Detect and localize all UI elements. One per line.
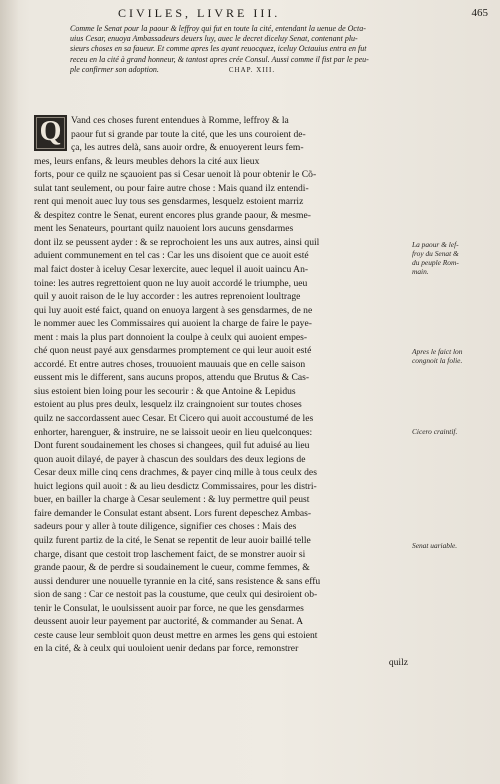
text-line: rent qui menoit auec luy tous ses gensdarmes, lesquelz estoient marriz bbox=[34, 196, 304, 208]
main-text bbox=[34, 114, 408, 669]
text-line: grande paour, & de perdre si soudainement le cueur, comme femmes, & bbox=[34, 562, 310, 574]
text-line: sius estoient bien loing pour les secourir : & que Antoine & Lepidus bbox=[34, 385, 296, 397]
text-line: dont ilz se peussent ayder : & se reprochoient les uns aux autres, ainsi quil bbox=[34, 236, 320, 248]
drop-cap-letter: Q bbox=[39, 116, 62, 147]
summary-line-end: ple confirmer son adoption. bbox=[70, 64, 159, 74]
text-line: enhorter, harenguer, & instruire, ne se laissoit ueoir en lieu quelconques: bbox=[34, 426, 313, 438]
margin-note: Apres le faict lon congnoit la folie. bbox=[412, 347, 463, 365]
catchword: quilz bbox=[388, 656, 408, 668]
text-line: Dont furent soudainement les choses si changees, quil fut aduisé au lieu bbox=[34, 440, 310, 452]
text-line: tenir le Consulat, le uoulsissent auoir par force, ne que les gensdarmes bbox=[34, 602, 304, 614]
text-line: toine: les autres regrettoient quon ne luy auoit accordé le triumphe, ueu bbox=[34, 277, 308, 289]
text-line: le nommer auec les Commissaires qui auoient la charge de faire le paye- bbox=[34, 318, 312, 330]
text-line: faire demander le Consulat estant absent. Lors furent depeschez Ambas- bbox=[34, 507, 312, 519]
page-number: 465 bbox=[471, 7, 488, 19]
text-line: quon auoit dilayé, de payer à chascun des souldars des deux legions de bbox=[34, 453, 306, 465]
margin-note: Cicero craintif. bbox=[412, 427, 458, 436]
text-line: ment les Senateurs, pourtant quilz nauoient lors aucuns gensdarmes bbox=[34, 223, 294, 235]
text-line: paour fut si grande par toute la cité, que les uns couroient de- bbox=[71, 128, 306, 140]
text-line: quilz furent partiz de la cité, le Senat se repentit de leur auoir baillé telle bbox=[34, 534, 311, 546]
chapter-summary bbox=[70, 24, 410, 75]
text-line: Cesar deux mille cinq cens drachmes, & payer cinq mille à tous ceulx des bbox=[34, 467, 317, 479]
text-line: mes, leurs enfans, & leurs meubles dehors la cité aux lieux bbox=[34, 155, 260, 167]
text-line: buer, en bailler la charge à Cesar seulement : & luy permettre quil peust bbox=[34, 494, 310, 506]
text-line: deussent auoir leur payement par auctorité, & commander au Senat. A bbox=[34, 616, 304, 628]
summary-line: Comme le Senat pour la paour & leffroy qui fut en toute la cité, entendant la uenue de Octa- bbox=[70, 24, 366, 33]
binding-shadow bbox=[0, 0, 18, 784]
margin-note: La paour & lef- froy du Senat & du peuple Rom- main. bbox=[412, 240, 459, 276]
text-line: en la cité, & à ceulx qui uouloient uenir dedans par force, remonstrer bbox=[34, 643, 299, 655]
chapter-number: CHAP. XIII. bbox=[228, 65, 276, 74]
text-line: ça, les autres delà, sans auoir ordre, & enuoyerent leurs fem- bbox=[71, 142, 304, 154]
text-line: huict legions quil auoit : & au lieu desdictz Commissaires, pour les distri- bbox=[34, 480, 317, 492]
text-line: sulat tant seulement, ou pour faire autre chose : Mais quand ilz entendi- bbox=[34, 182, 309, 194]
text-line: Vand ces choses furent entendues à Romme, leffroy & la bbox=[71, 115, 289, 126]
text-line: charge, disant que cestoit trop laschement faict, de se monstrer auoir si bbox=[34, 548, 306, 560]
text-line: aussi dendurer une nouuelle tyrannie en la cité, sans resistence & sans effu bbox=[34, 575, 321, 587]
text-line: ceste cause leur sembloit quon deust mettre en armes les gens qui estoient bbox=[34, 629, 318, 641]
text-line: qui luy auoit esté faict, quand on enuoya largent à ses gensdarmes, de ne bbox=[34, 304, 313, 316]
drop-cap bbox=[34, 115, 67, 151]
text-line: quilz ne saccordassent auec Cesar. Et Cicero qui auoit accoustumé de les bbox=[34, 413, 314, 425]
summary-line bbox=[70, 65, 410, 75]
text-line: quil y auoit raison de le luy accorder : les autres reprenoient loultrage bbox=[34, 291, 301, 303]
text-line: ché quon neust payé aux gensdarmes promptement ce qui leur auoit esté bbox=[34, 345, 312, 357]
text-line: sadeurs pour y aller à toute diligence, signifier ces choses : Mais des bbox=[34, 521, 297, 533]
text-line: forts, pour ce quilz ne sçauoient pas si Cesar uenoit là pour obtenir le Cõ- bbox=[34, 169, 317, 181]
text-line: eussent mis le different, sans aucuns propos, attendu que Brutus & Cas- bbox=[34, 372, 310, 384]
running-title: CIVILES, LIVRE III. bbox=[118, 6, 281, 20]
text-line: mal faict doster à iceluy Cesar lexercite, auec lequel il auoit uaincu An- bbox=[34, 264, 309, 276]
text-line: & despitez contre le Senat, eurent encores plus grande paour, & mesme- bbox=[34, 209, 311, 221]
summary-line: sieurs choses en sa faueur. Et comme apres les ayant reuocquez, iceluy Octauius entra en fut bbox=[70, 44, 367, 54]
text-line: ment : mais la plus part donnoient la coulpe à ceulx qui auoient empes- bbox=[34, 331, 308, 343]
text-line: aduient communement en tel cas : Car les uns disoient que ce auoit esté bbox=[34, 250, 309, 262]
summary-line: receu en la cité à grand honneur, & tantost apres crée Consul. Aussi comme il fist par le peu- bbox=[70, 54, 369, 64]
summary-line: uius Cesar, enuoya Ambassadeurs deuers luy, auec le decret diceluy Senat, contenant plu- bbox=[70, 34, 358, 44]
text-line: estoient au plus pres deulx, lesquelz ilz craingnoient sur toutes choses bbox=[34, 399, 302, 411]
text-line: sion de sang : Car ce nestoit pas la coustume, que ceulx qui desiroient ob- bbox=[34, 589, 318, 601]
text-line: accordé. Et entre autres choses, trouuoient mauuais que en celle saison bbox=[34, 358, 306, 370]
page-header bbox=[70, 6, 490, 24]
margin-note: Senat uariable. bbox=[412, 541, 458, 550]
